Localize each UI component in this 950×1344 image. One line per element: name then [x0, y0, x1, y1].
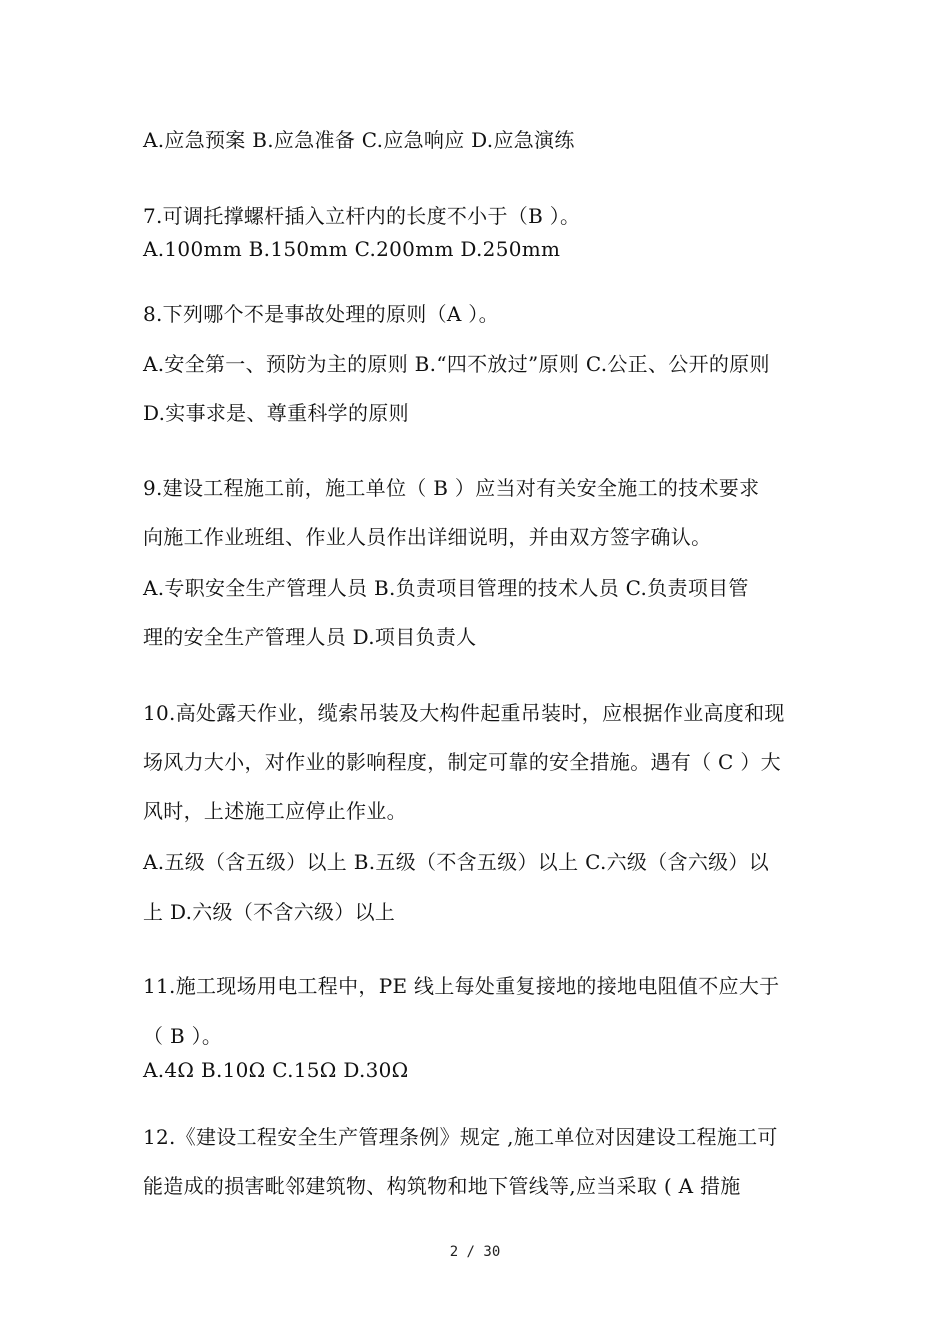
option-line-q8-a: A.安全第一、预防为主的原则 B.“四不放过”原则 C.公正、公开的原则: [143, 352, 770, 376]
question-9-line-1: 9.建设工程施工前，施工单位（ B ）应当对有关安全施工的技术要求: [143, 476, 760, 500]
option-line-q11: A.4Ω B.10Ω C.15Ω D.30Ω: [143, 1058, 409, 1082]
question-12-line-2: 能造成的损害毗邻建筑物、构筑物和地下管线等,应当采取 ( A 措施: [143, 1174, 741, 1198]
question-11-line-1: 11.施工现场用电工程中，PE 线上每处重复接地的接地电阻值不应大于: [143, 974, 780, 998]
question-10-line-1: 10.高处露天作业，缆索吊装及大构件起重吊装时，应根据作业高度和现: [143, 701, 785, 725]
question-8: 8.下列哪个不是事故处理的原则（A ）。: [143, 302, 499, 326]
question-10-line-3: 风时，上述施工应停止作业。: [143, 799, 407, 823]
question-7: 7.可调托撑螺杆插入立杆内的长度不小于（B ）。: [143, 204, 581, 228]
option-line-q8-b: D.实事求是、尊重科学的原则: [143, 401, 409, 425]
option-line-q9-b: 理的安全生产管理人员 D.项目负责人: [143, 625, 477, 649]
page-number: 2 / 30: [449, 1244, 501, 1260]
option-line-q7: A.100mm B.150mm C.200mm D.250mm: [143, 237, 561, 261]
option-line-q10-b: 上 D.六级（不含六级）以上: [143, 900, 396, 924]
option-line-q6: A.应急预案 B.应急准备 C.应急响应 D.应急演练: [143, 128, 575, 152]
question-11-line-2: （ B ）。: [143, 1024, 223, 1048]
question-9-line-2: 向施工作业班组、作业人员作出详细说明，并由双方签字确认。: [143, 525, 712, 549]
option-line-q9-a: A.专职安全生产管理人员 B.负责项目管理的技术人员 C.负责项目管: [143, 576, 749, 600]
question-12-line-1: 12.《建设工程安全生产管理条例》规定 ,施工单位对因建设工程施工可: [143, 1125, 778, 1149]
question-10-line-2: 场风力大小，对作业的影响程度，制定可靠的安全措施。遇有（ C ）大: [143, 750, 781, 774]
option-line-q10-a: A.五级（含五级）以上 B.五级（不含五级）以上 C.六级（含六级）以: [143, 850, 770, 874]
